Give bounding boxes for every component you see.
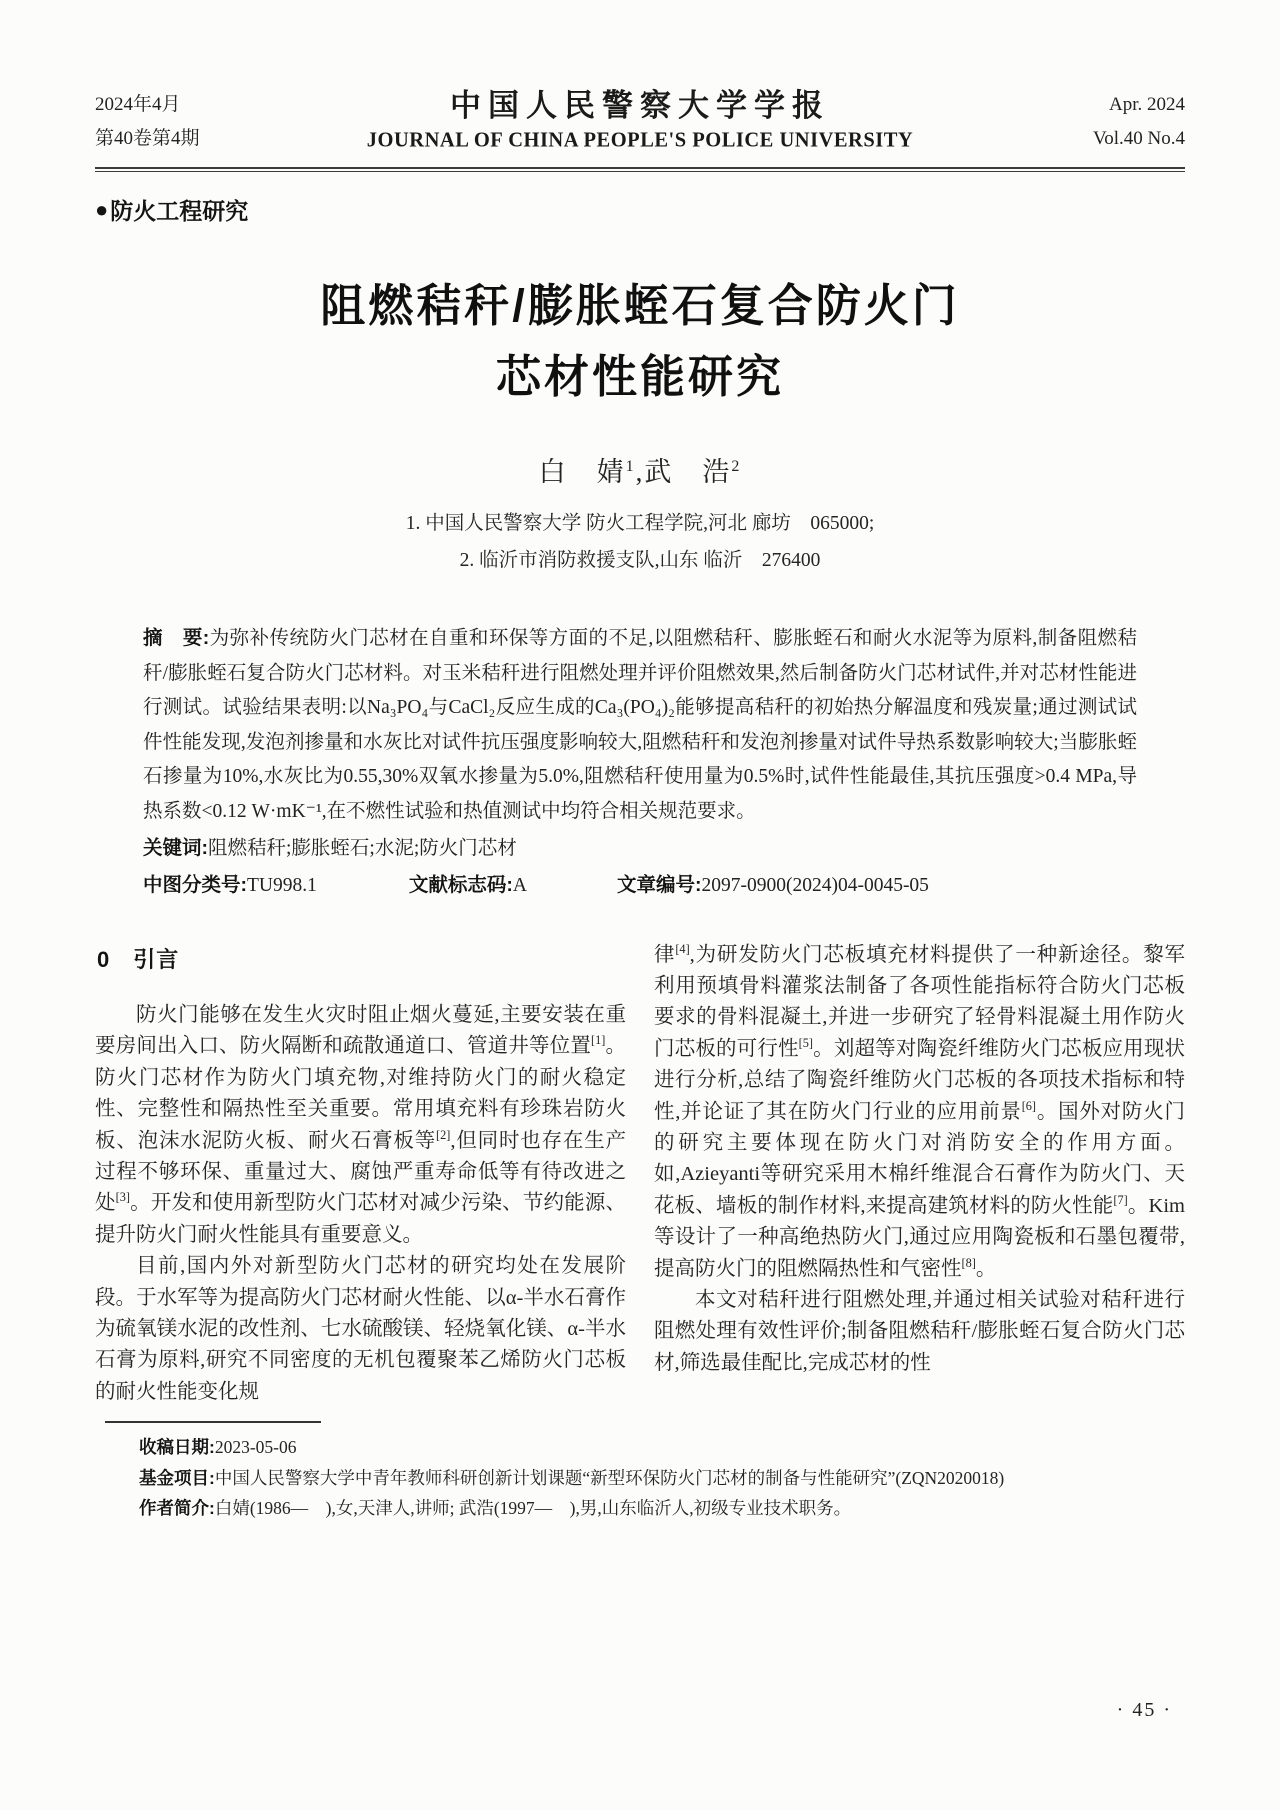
clc-value: TU998.1	[247, 874, 317, 896]
article-id-label: 文章编号:	[616, 873, 702, 896]
issue-date-en: Apr. 2024	[1109, 94, 1185, 115]
fund-project-line	[139, 1463, 1185, 1494]
article-body	[95, 940, 1185, 1409]
masthead-right	[975, 88, 1185, 156]
footnote-lines	[95, 1423, 1185, 1524]
abstract-text: 为弥补传统防火门芯材在自重和环保等方面的不足,以阻燃秸秆、膨胀蛭石和耐火水泥等为原料,制备阻燃秸秆/膨胀蛭石复合防火门芯材料。对玉米秸秆进行阻燃处理并评价阻燃效果,然后制备防火门芯材试件,并对芯材性能进行测试。试验结果表明:以Na₃PO₄与CaCl₂反应生成的Ca₃(PO₄)₂能够提高秸秆的初始热分解温度和残炭量;通过测试试件性能发现,发泡剂掺量和水灰比对试件抗压强度影响较大,阻燃秸秆和发泡剂掺量对试件导热系数影响较大;当膨胀蛭石掺量为10%,水灰比为0.55,30%双氧水掺量为5.0%,阻燃秸秆使用量为0.5%时,试件性能最佳,其抗压强度>0.4 MPa,导热系数<0.12 W·mK⁻¹,在不燃性试验和热值测试中均符合相关规范要求。	[143, 628, 1137, 822]
article-title-line2: 芯材性能研究	[495, 351, 784, 402]
journal-title-en: JOURNAL OF CHINA PEOPLE'S POLICE UNIVERSITY	[366, 128, 914, 152]
page-number: · 45 ·	[1116, 1699, 1172, 1721]
author-bio-line	[139, 1493, 1185, 1524]
author-bio-text: 白婧(1986— ),女,天津人,讲师; 武浩(1997— ),男,山东临沂人,初级专业技术职务。	[214, 1498, 852, 1519]
classification-line	[143, 867, 1137, 904]
affiliations	[95, 505, 1185, 579]
issue-date-cn: 2024年4月	[95, 94, 181, 115]
doc-code-label: 文献标志码:	[408, 873, 513, 896]
fund-project-label: 基金项目:	[139, 1467, 215, 1488]
body-column-right	[654, 940, 1185, 1409]
article-id-value: 2097-0900(2024)04-0045-05	[701, 874, 929, 896]
article-id	[617, 867, 929, 904]
doc-code-value: A	[512, 874, 527, 896]
received-date-label: 收稿日期:	[139, 1437, 215, 1458]
masthead-left	[95, 88, 305, 156]
volume-issue-en: Vol.40 No.4	[1092, 128, 1185, 149]
fund-project-text: 中国人民警察大学中青年教师科研创新计划课题“新型环保防火门芯材的制备与性能研究”(ZQN2020018)	[214, 1467, 1005, 1488]
column-label-text: 防火工程研究	[110, 198, 249, 224]
article-title-line1: 阻燃秸秆/膨胀蛭石复合防火门	[320, 280, 960, 331]
body-paragraph: 律[4],为研发防火门芯板填充材料提供了一种新途径。黎军利用预填骨料灌浆法制备了各项性能指标符合防火门芯板要求的骨料混凝土,并进一步研究了轻骨料混凝土用作防火门芯板的可行性[5]。刘超等对陶瓷纤维防火门芯板应用现状进行分析,总结了陶瓷纤维防火门芯板的各项技术指标和特性,并论证了其在防火门行业的应用前景[6]。国外对防火门的研究主要体现在防火门对消防安全的作用方面。如,Azieyanti等研究采用木棉纤维混合石膏作为防火门、天花板、墙板的制作材料,来提高建筑材料的防火性能[7]。Kim等设计了一种高绝热防火门,通过应用陶瓷板和石墨包覆带,提高防火门的阻燃隔热性和气密性[8]。	[654, 941, 1186, 1280]
section-column-label	[95, 193, 1185, 226]
received-date-line	[139, 1432, 1185, 1463]
footnote-block	[95, 1421, 1185, 1524]
section-heading-introduction: 0 引言	[97, 946, 180, 972]
bullet-icon: ●	[95, 196, 109, 222]
body-paragraph: 防火门能够在发生火灾时阻止烟火蔓延,主要安装在重要房间出入口、防火隔断和疏散通道口、管道井等位置[1]。防火门芯材作为防火门填充物,对维持防火门的耐火稳定性、完整性和隔热性至关重要。常用填充料有珍珠岩防火板、泡沫水泥防火板、耐火石膏板等[2],但同时也存在生产过程不够环保、重量过大、腐蚀严重寿命低等有待改进之处[3]。开发和使用新型防火门芯材对减少污染、节约能源、提升防火门耐火性能具有重要意义。	[95, 1003, 627, 1246]
masthead-divider	[95, 167, 1185, 172]
keywords	[143, 830, 1137, 867]
document-code	[409, 867, 527, 904]
clc-number	[143, 867, 317, 904]
masthead-center	[305, 88, 975, 152]
journal-title-cn: 中国人民警察大学学报	[450, 88, 830, 123]
article-title	[95, 270, 1185, 412]
body-paragraph: 目前,国内外对新型防火门芯材的研究均处在发展阶段。于水军等为提高防火门芯材耐火性能、以α-半水石膏作为硫氧镁水泥的改性剂、七水硫酸镁、轻烧氧化镁、α-半水石膏为原料,研究不同密度的无机包覆聚苯乙烯防火门芯板的耐火性能变化规	[95, 1255, 626, 1403]
abstract	[143, 621, 1137, 830]
keywords-text: 阻燃秸秆;膨胀蛭石;水泥;防火门芯材	[208, 837, 517, 859]
author-bio-label: 作者简介:	[139, 1498, 215, 1519]
abstract-label: 摘 要:	[143, 627, 210, 649]
received-date-value: 2023-05-06	[214, 1437, 297, 1458]
clc-label: 中图分类号:	[143, 873, 247, 896]
author-line: 白 婧$^1$,武 浩$^2$	[538, 457, 742, 487]
journal-masthead	[95, 88, 1185, 156]
body-column-left	[95, 940, 626, 1409]
volume-issue-cn: 第40卷第4期	[95, 128, 200, 149]
affiliation-1: 1. 中国人民警察大学 防火工程学院,河北 廊坊 065000;	[405, 513, 875, 534]
keywords-label: 关键词:	[143, 836, 208, 859]
body-paragraph: 本文对秸秆进行阻燃处理,并通过相关试验对秸秆进行阻燃处理有效性评价;制备阻燃秸秆/膨胀蛭石复合防火门芯材,筛选最佳配比,完成芯材的性	[654, 1289, 1185, 1374]
affiliation-2: 2. 临沂市消防救援支队,山东 临沂 276400	[459, 550, 821, 571]
